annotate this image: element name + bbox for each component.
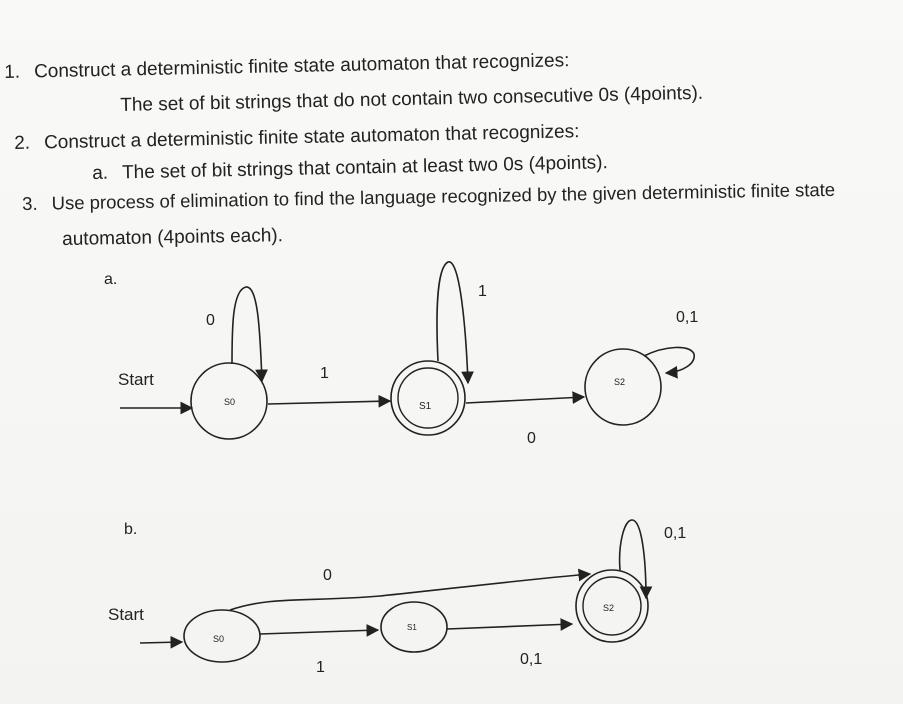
question-2-part-a-label: a.	[92, 162, 109, 184]
question-3-continuation: automaton (4points each).	[62, 225, 284, 250]
diagram-a-edge-s1-s2-label: 0	[527, 430, 536, 447]
diagram-a-label: a.	[104, 271, 118, 288]
diagram-a-s0-loop-label: 0	[206, 312, 215, 329]
diagram-b-state-s2-label: S2	[603, 603, 615, 613]
question-1-text: Construct a deterministic finite state automaton that recognizes:	[33, 50, 570, 83]
diagram-a-state-s2	[585, 349, 661, 425]
diagram-b-start-label: Start	[108, 605, 144, 624]
diagram-a-state-s1	[391, 361, 465, 435]
diagram-b-edge-s0-s2-label: 0	[323, 567, 332, 584]
diagram-a-s1-loop-label: 1	[478, 283, 487, 300]
question-3-number: 3.	[22, 192, 38, 214]
diagram-b-edge-s0-s2	[230, 574, 590, 610]
question-2-part-a-text: The set of bit strings that contain at least two 0s (4points).	[121, 152, 608, 184]
diagram-a-start-label: Start	[118, 370, 154, 389]
diagram-a-s2-loop	[644, 347, 694, 373]
question-3-text: Use process of elimination to find the language recognized by the given deterministic finite state	[51, 178, 836, 214]
diagram-a-state-s2-label: S2	[614, 377, 626, 387]
question-2-number: 2.	[14, 132, 31, 154]
diagram-a-edge-s0-s1	[268, 401, 390, 404]
diagram-a-state-s1-label: S1	[419, 401, 432, 412]
diagram-a-edge-s0-s1-label: 1	[320, 365, 329, 382]
diagram-b	[108, 520, 686, 676]
diagram-a-s2-loop-label: 0,1	[676, 309, 699, 326]
diagram-a-state-s1-accept-ring	[398, 368, 458, 428]
question-2-text: Construct a deterministic finite state automaton that recognizes:	[43, 121, 580, 154]
diagram-b-start-arrow	[140, 642, 182, 643]
diagram-a-edge-s1-s2	[466, 397, 584, 403]
diagram-b-label: b.	[124, 521, 138, 538]
diagram-a	[104, 262, 698, 447]
diagram-b-edge-s1-s2-label: 0,1	[520, 651, 543, 668]
diagram-b-edge-s0-s1-label: 1	[316, 659, 325, 676]
question-1-number: 1.	[4, 61, 21, 83]
question-1-subtext: The set of bit strings that do not contain two consecutive 0s (4points).	[120, 82, 704, 116]
diagram-a-s1-loop	[437, 262, 468, 383]
diagram-b-edge-s0-s1	[260, 630, 378, 634]
diagram-a-state-s0-label: S0	[224, 397, 236, 407]
diagram-b-s2-loop-label: 0,1	[664, 525, 687, 542]
diagram-b-state-s1-label: S1	[407, 623, 417, 632]
diagram-b-state-s0-label: S0	[213, 634, 225, 644]
diagram-b-edge-s1-s2	[447, 624, 572, 629]
